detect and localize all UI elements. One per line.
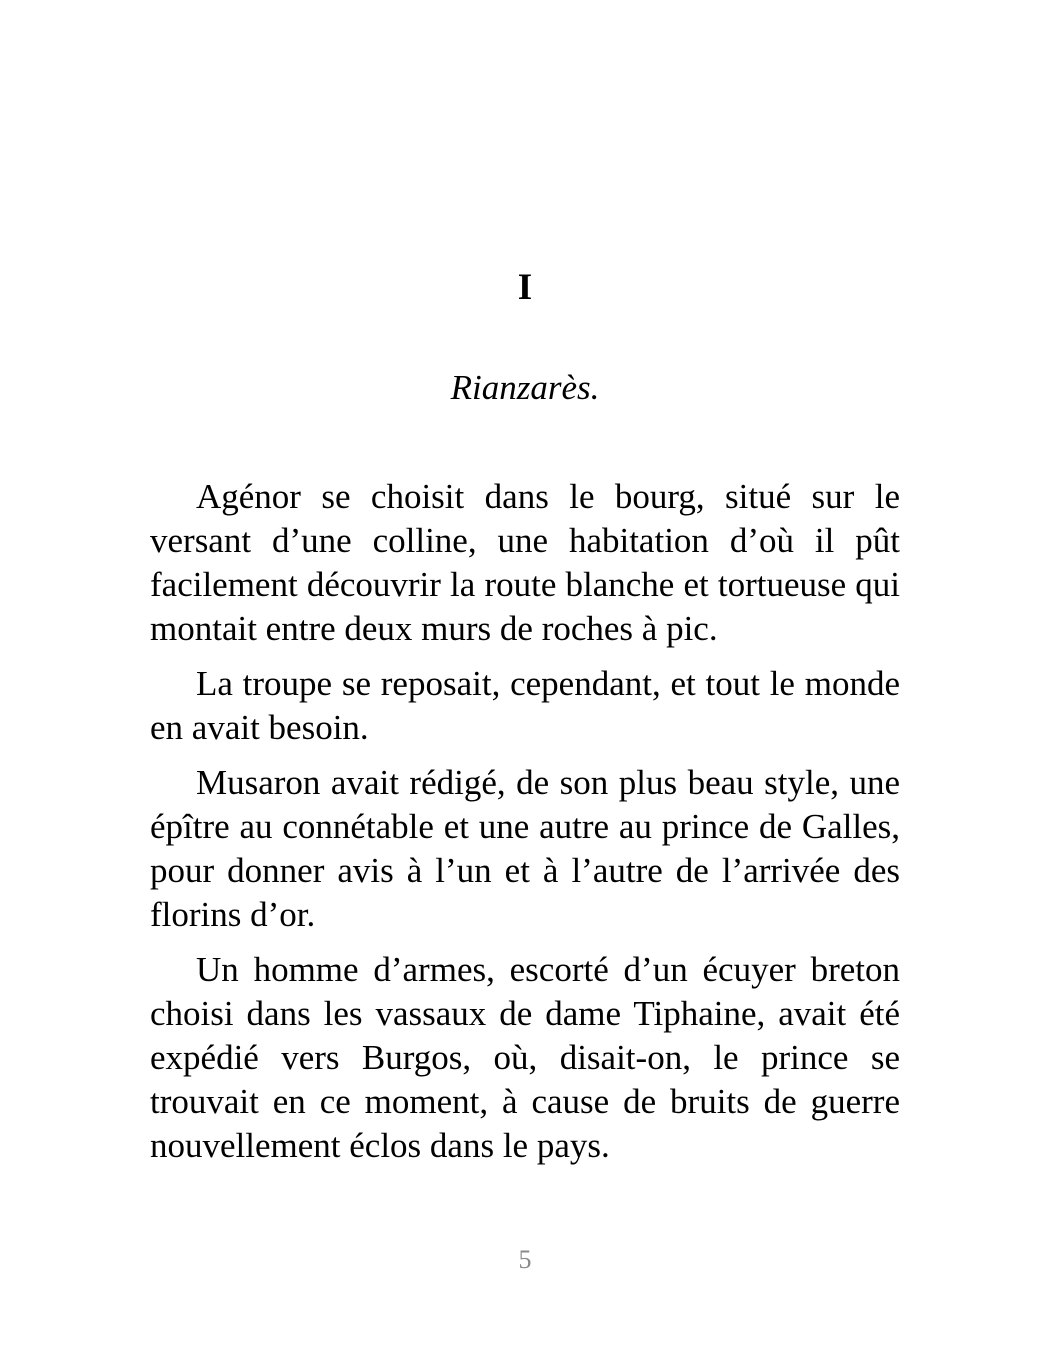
paragraph-3: Musaron avait rédigé, de son plus beau style, une épître au connétable et une autre au prince de Galles, pour donner avis à l’un et à l’autre de l’arrivée des florins d’or.	[150, 763, 900, 934]
paragraph-4: Un homme d’armes, escorté d’un écuyer breton choisi dans les vassaux de dame Tiphaine, avait été expédié vers Burgos, où, disait-on, le prince se trouvait en ce moment, à cause de bruits de guerre nouvellement éclos dans le pays.	[150, 950, 900, 1165]
chapter-body	[150, 475, 900, 1179]
paragraph-2: La troupe se reposait, cependant, et tout le monde en avait besoin.	[150, 664, 900, 747]
paragraph-1: Agénor se choisit dans le bourg, situé sur le versant d’une colline, une habitation d’où il pût facilement découvrir la route blanche et tortueuse qui montait entre deux murs de roches à pic.	[150, 477, 900, 648]
page-number: 5	[518, 1245, 532, 1274]
chapter-title: Rianzarès.	[450, 368, 600, 407]
chapter-number: I	[517, 267, 533, 308]
